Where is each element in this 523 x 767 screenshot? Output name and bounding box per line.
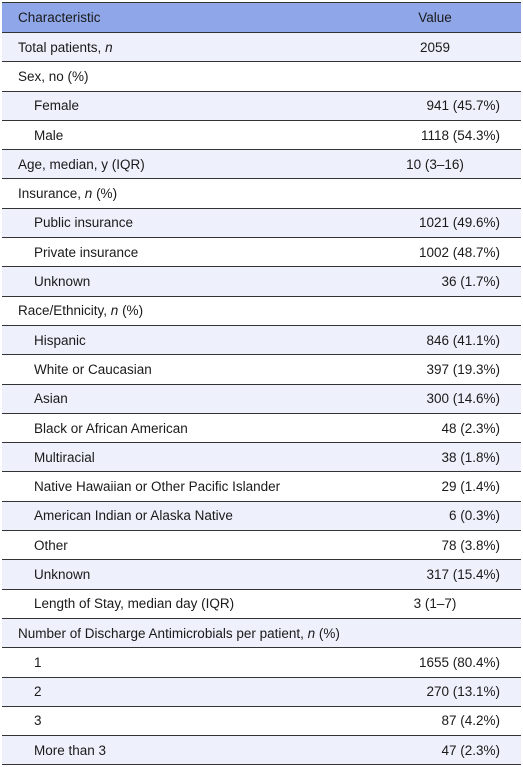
row-label-text: Female <box>34 98 80 114</box>
row-value: 29 (1.4%) <box>357 472 521 501</box>
table-row <box>2 531 521 560</box>
row-label <box>2 325 357 354</box>
row-label <box>2 208 357 237</box>
row-label-text: Age, median, y (IQR) <box>18 156 145 172</box>
row-label-text: Insurance, <box>18 186 85 202</box>
row-label-text: Sex, no (%) <box>18 68 89 84</box>
row-value: 397 (19.3%) <box>357 355 521 384</box>
row-label-suffix: (%) <box>118 303 144 319</box>
row-label-text: Race/Ethnicity, <box>18 303 111 319</box>
table-body <box>2 33 521 765</box>
row-label <box>2 179 357 208</box>
table-row <box>2 706 521 735</box>
row-label <box>2 618 357 647</box>
row-value: 3 (1–7) <box>357 589 521 618</box>
row-label-text: Length of Stay, median day (IQR) <box>34 596 235 612</box>
row-value <box>357 62 521 91</box>
table-row <box>2 267 521 296</box>
row-label-text: Black or African American <box>34 420 188 436</box>
row-value: 78 (3.8%) <box>357 531 521 560</box>
table-row <box>2 91 521 120</box>
row-label <box>2 33 357 62</box>
row-label-text: Unknown <box>34 274 91 290</box>
table-row <box>2 120 521 149</box>
row-label-suffix: (%) <box>315 625 340 641</box>
row-label <box>2 384 357 413</box>
table-row <box>2 648 521 677</box>
table-row <box>2 736 521 765</box>
row-label <box>2 413 357 442</box>
row-label-text: Male <box>34 127 64 143</box>
row-label-text: 1 <box>34 654 42 670</box>
row-label <box>2 91 357 120</box>
table-row <box>2 238 521 267</box>
row-label <box>2 560 357 589</box>
row-label-italic: n <box>105 39 113 55</box>
row-value: 846 (41.1%) <box>357 325 521 354</box>
row-label <box>2 531 357 560</box>
row-label <box>2 472 357 501</box>
characteristics-table <box>2 2 521 765</box>
row-label <box>2 589 357 618</box>
table-row <box>2 179 521 208</box>
table-row <box>2 443 521 472</box>
table-row <box>2 62 521 91</box>
row-label-text: Asian <box>34 391 68 407</box>
row-value: 47 (2.3%) <box>357 736 521 765</box>
row-value: 48 (2.3%) <box>357 413 521 442</box>
row-label <box>2 296 357 325</box>
row-value: 6 (0.3%) <box>357 501 521 530</box>
row-value: 87 (4.2%) <box>357 706 521 735</box>
row-label-text: White or Caucasian <box>34 361 152 377</box>
row-label-text: Public insurance <box>34 215 134 231</box>
table-row <box>2 501 521 530</box>
row-value <box>357 296 521 325</box>
row-label-text: American Indian or Alaska Native <box>34 508 233 524</box>
table-row <box>2 589 521 618</box>
row-value: 38 (1.8%) <box>357 443 521 472</box>
row-label <box>2 677 357 706</box>
table-row <box>2 33 521 62</box>
table-row <box>2 296 521 325</box>
row-label-text: Private insurance <box>34 244 139 260</box>
row-value: 36 (1.7%) <box>357 267 521 296</box>
row-label <box>2 62 357 91</box>
row-value: 270 (13.1%) <box>357 677 521 706</box>
row-label <box>2 267 357 296</box>
row-label <box>2 120 357 149</box>
table-row <box>2 618 521 647</box>
row-value: 300 (14.6%) <box>357 384 521 413</box>
table-row <box>2 384 521 413</box>
row-value: 1655 (80.4%) <box>357 648 521 677</box>
row-label <box>2 150 357 179</box>
row-label-text: Hispanic <box>34 332 86 348</box>
row-label-italic: n <box>110 303 119 319</box>
row-value: 941 (45.7%) <box>357 91 521 120</box>
header-value: Value <box>357 3 521 33</box>
row-value: 1021 (49.6%) <box>357 208 521 237</box>
row-value: 2059 <box>357 33 521 62</box>
row-label-text: More than 3 <box>34 742 107 758</box>
row-label <box>2 443 357 472</box>
row-value: 317 (15.4%) <box>357 560 521 589</box>
table-row <box>2 560 521 589</box>
row-value <box>357 179 521 208</box>
table-row <box>2 677 521 706</box>
row-label <box>2 736 357 765</box>
row-label <box>2 648 357 677</box>
row-label-text: Number of Discharge Antimicrobials per patient, <box>18 625 308 641</box>
table-row <box>2 325 521 354</box>
row-label-suffix: (%) <box>92 186 118 202</box>
row-label-italic: n <box>84 186 93 202</box>
row-label-text: Native Hawaiian or Other Pacific Islander <box>34 479 281 495</box>
header-characteristic: Characteristic <box>2 3 357 33</box>
table-row <box>2 413 521 442</box>
table-row <box>2 208 521 237</box>
row-label <box>2 238 357 267</box>
row-label-text: Multiracial <box>34 449 95 465</box>
row-value: 10 (3–16) <box>357 150 521 179</box>
table-row <box>2 472 521 501</box>
row-label-text: Other <box>34 537 68 553</box>
table-row <box>2 355 521 384</box>
row-label-italic: n <box>307 625 316 641</box>
row-value: 1118 (54.3%) <box>357 120 521 149</box>
row-value <box>357 618 521 647</box>
row-label-text: 2 <box>34 684 42 700</box>
row-label <box>2 501 357 530</box>
row-label <box>2 355 357 384</box>
row-label-text: 3 <box>34 713 42 729</box>
row-value: 1002 (48.7%) <box>357 238 521 267</box>
row-label-text: Unknown <box>34 566 91 582</box>
table-header-row <box>2 3 521 33</box>
row-label-text: Total patients, <box>18 39 106 55</box>
row-label <box>2 706 357 735</box>
table-row <box>2 150 521 179</box>
